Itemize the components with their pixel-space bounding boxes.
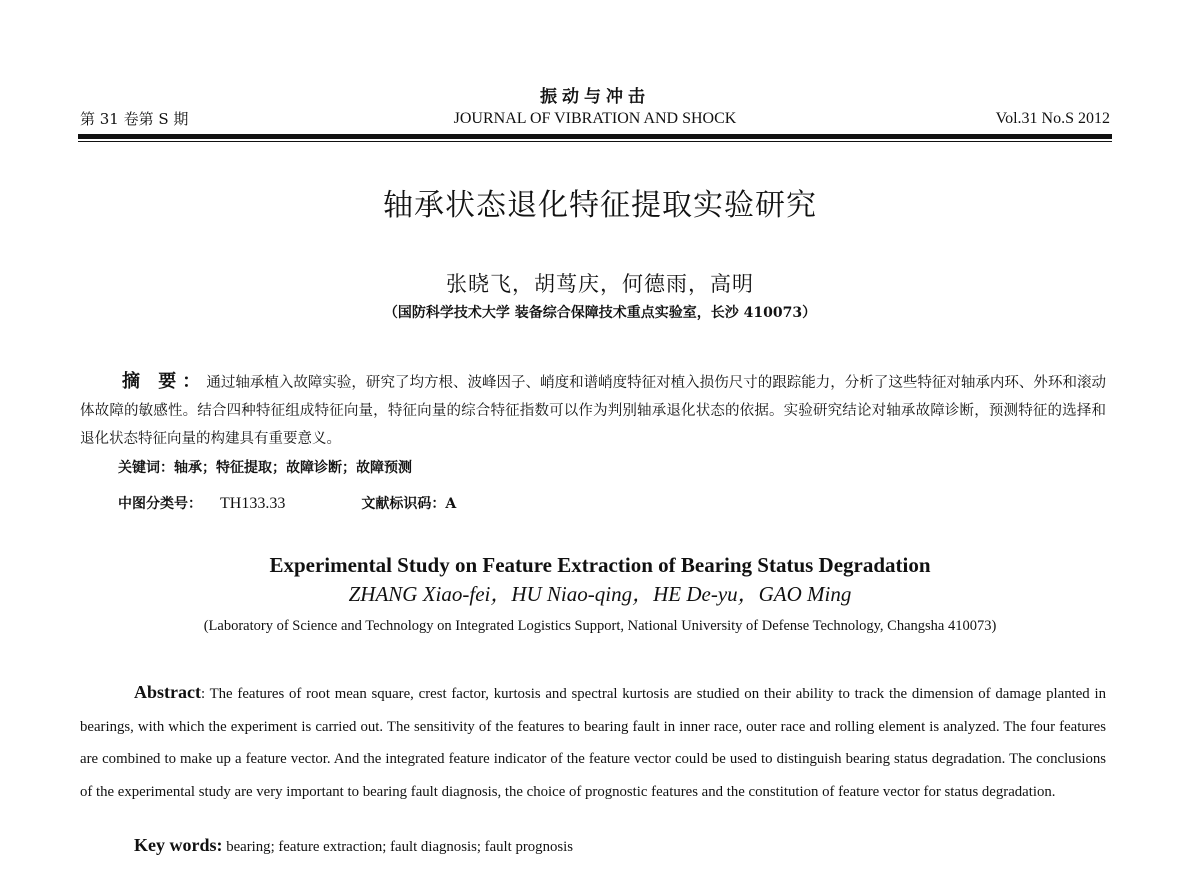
keywords-en-label: Key words: <box>134 835 223 855</box>
header-rule-thin <box>78 141 1112 142</box>
affiliation-cn: （国防科学技术大学 装备综合保障技术重点实验室，长沙 410073） <box>383 305 817 321</box>
affiliation-en: (Laboratory of Science and Technology on Integrated Logistics Support, National University of Defense Technology, Changsha 410073) <box>203 618 997 634</box>
journal-name-en: JOURNAL OF VIBRATION AND SHOCK <box>453 110 737 127</box>
abstract-en-text: : The features of root mean square, crest factor, kurtosis and spectral kurtosis are studied on their ability to track the dimension of damage planted in bearings, with which the experiment is carried out. The sensitivity of the features to bearing fault in inner race, outer race and rolling element is analyzed. The four features are combined to make up a feature vector. And the integrated feature indicator of the feature vector could be used to distinguish bearing status degradation. The conclusions of the experimental study are very important to bearing fault diagnosis, the choice of prognostic features and the constitution of feature vector for status degradation. <box>80 686 1106 800</box>
paper-title-en: Experimental Study on Feature Extraction of Bearing Status Degradation <box>269 553 931 577</box>
abstract-cn <box>80 368 1106 453</box>
authors-cn: 张晓飞，胡茑庆，何德雨，高明 <box>446 272 754 296</box>
document-code: 文献标识码：A <box>361 496 457 512</box>
abstract-cn-label: 摘 要： <box>122 371 207 392</box>
header-rule-thick <box>78 134 1112 139</box>
volume-issue-cn: 第 31 卷第 S 期 <box>80 110 189 128</box>
classification-row <box>118 492 456 516</box>
keywords-en <box>134 832 573 860</box>
abstract-cn-text: 通过轴承植入故障实验，研究了均方根、波峰因子、峭度和谱峭度特征对植入损伤尺寸的跟踪能力，分析了这些特征对轴承内环、外环和滚动体故障的敏感性。结合四种特征组成特征向量，特征向量的综合特征指数可以作为判别轴承退化状态的依据。实验研究结论对轴承故障诊断，预测特征的选择和退化状态特征向量的构建具有重要意义。 <box>80 375 1106 447</box>
authors-en: ZHANG Xiao-fei，HU Niao-qing，HE De-yu，GAO Ming <box>348 582 852 606</box>
classification-label: 中图分类号： <box>118 496 202 512</box>
keywords-cn: 关键词：轴承；特征提取；故障诊断；故障预测 <box>118 460 412 476</box>
classification-value: TH133.33 <box>220 495 286 512</box>
paper-title-cn: 轴承状态退化特征提取实验研究 <box>383 188 817 223</box>
keywords-en-text: bearing; feature extraction; fault diagnosis; fault prognosis <box>222 839 574 855</box>
abstract-en-label: Abstract <box>134 682 201 702</box>
volume-issue-en: Vol.31 No.S 2012 <box>995 110 1110 127</box>
journal-name-block <box>80 86 1110 130</box>
abstract-en <box>80 676 1106 808</box>
journal-name-cn: 振动与冲击 <box>540 87 650 107</box>
